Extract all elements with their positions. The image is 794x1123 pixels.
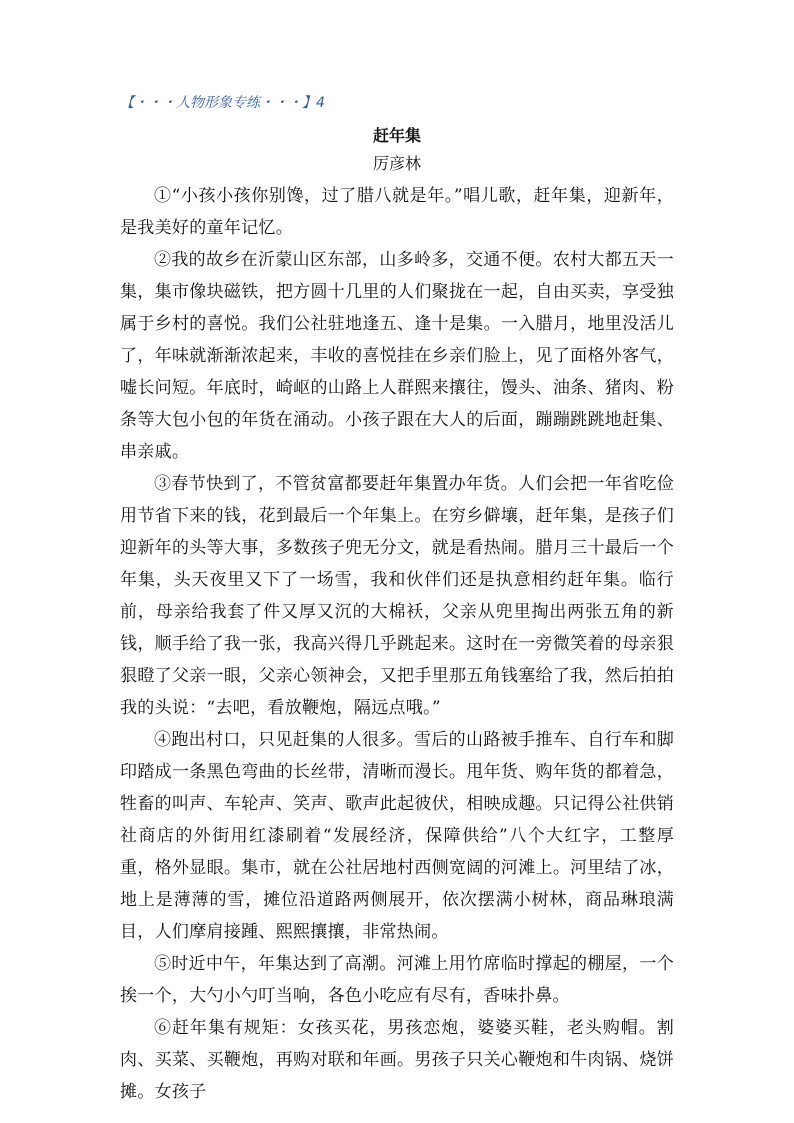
paragraph-2: ②我的故乡在沂蒙山区东部，山多岭多，交通不便。农村大都五天一集，集市像块磁铁，把方圆十几里的人们聚拢在一起，自由买卖，享受独属于乡村的喜悦。我们公社驻地逢五、逢十是集。一入腊月，地里没活儿了，年味就渐渐浓起来，丰收的喜悦挂在乡亲们脸上，见了面格外客气，嘘长问短。年底时，崎岖的山路上人群熙来攘往，馒头、油条、猪肉、粉条等大包小包的年货在涌动。小孩子跟在大人的后面，蹦蹦跳跳地赶集、串亲戚。 [120,250,674,462]
paragraph-1: ①“小孩小孩你别馋，过了腊八就是年。”唱儿歌，赶年集，迎新年，是我美好的童年记忆。 [120,186,674,238]
article-title: 赶年集 [372,126,421,145]
document-content [120,92,674,1108]
paragraph-4: ④跑出村口，只见赶集的人很多。雪后的山路被手推车、自行车和脚印踏成一条黑色弯曲的长丝带，清晰而漫长。甩年货、购年货的都着急，牲畜的叫声、车轮声、笑声、歌声此起彼伏，相映成趣。只记得公社供销社商店的外街用红漆刷着“发展经济，保障供给”八个大红字，工整厚重，格外显眼。集市，就在公社居地村西侧宽阔的河滩上。河里结了冰，地上是薄薄的雪，摊位沿道路两侧展开，依次摆满小树林，商品琳琅满目，人们摩肩接踵、熙熙攘攘，非常热闹。 [120,730,674,942]
paragraph-6: ⑥赶年集有规矩：女孩买花，男孩恋炮，婆婆买鞋，老头购帽。割肉、买菜、买鞭炮，再购对联和年画。男孩子只关心鞭炮和牛肉锅、烧饼摊。女孩子 [120,1018,674,1102]
paragraph-3: ③春节快到了，不管贫富都要赶年集置办年货。人们会把一年省吃俭用节省下来的钱，花到最后一个年集上。在穷乡僻壤，赶年集，是孩子们迎新年的头等大事，多数孩子兜无分文，就是看热闹。腊月三十最后一个年集，头天夜里又下了一场雪，我和伙伴们还是执意相约赶年集。临行前，母亲给我套了件又厚又沉的大棉袄，父亲从兜里掏出两张五角的新钱，顺手给了我一张，我高兴得几乎跳起来。这时在一旁微笑着的母亲狠狠瞪了父亲一眼，父亲心领神会，又把手里那五角钱塞给了我，然后拍拍我的头说：“去吧，看放鞭炮，隔远点哦。” [120,474,674,718]
article-author: 厉彦林 [372,154,421,173]
paragraph-5: ⑤时近中午，年集达到了高潮。河滩上用竹席临时撑起的棚屋，一个挨一个，大勺小勺叮当响，各色小吃应有尽有，香味扑鼻。 [120,954,674,1006]
exercise-header: 【・・・人物形象专练・・・】4 [120,95,325,111]
